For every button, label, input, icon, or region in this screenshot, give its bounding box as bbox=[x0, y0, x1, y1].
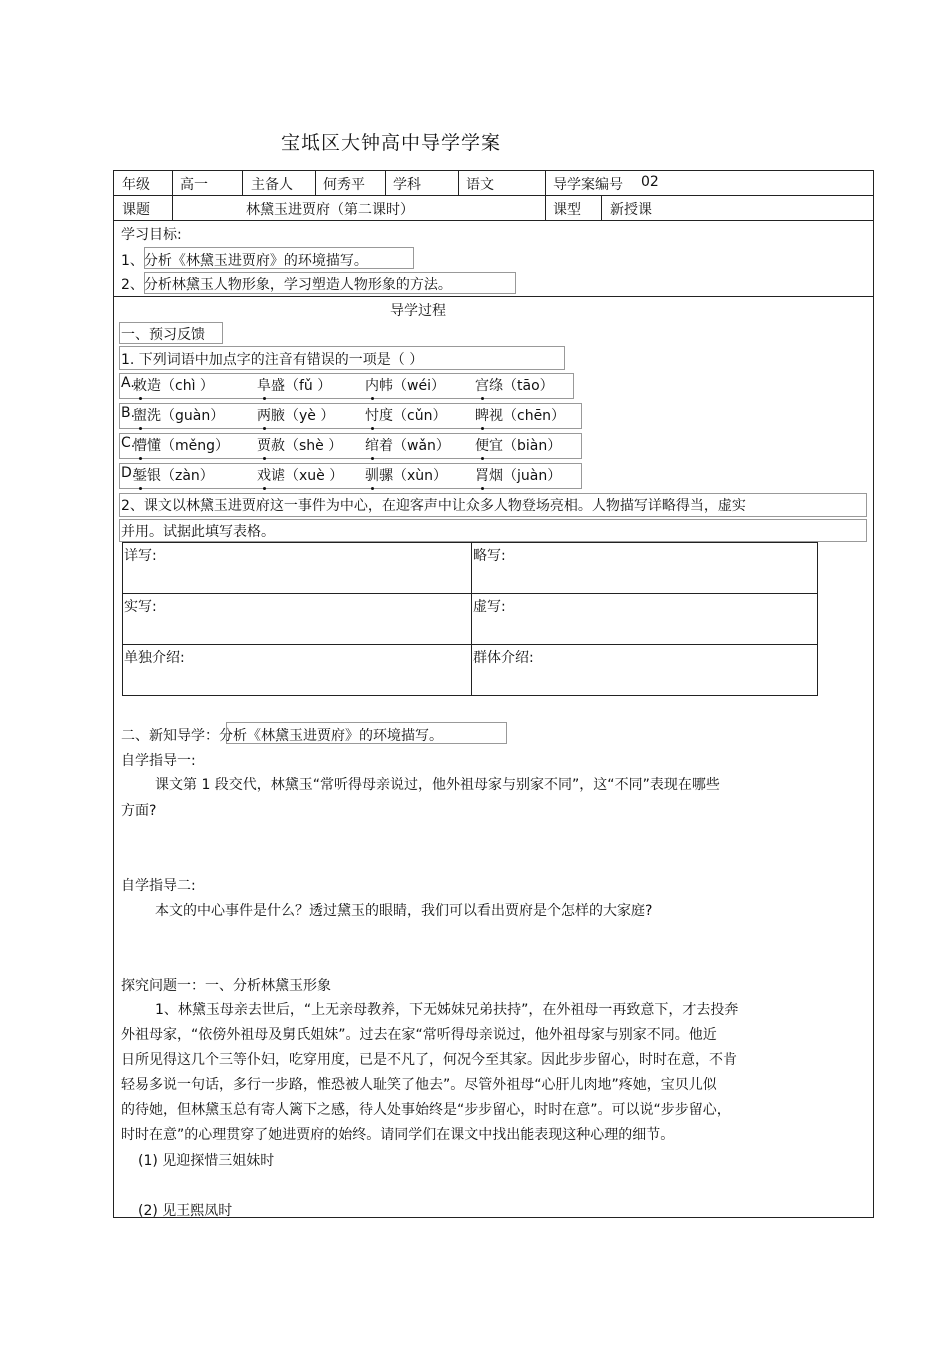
option-d-word-3 bbox=[365, 465, 447, 485]
pinyin: 骡（xùn） bbox=[379, 468, 448, 484]
dotted-char: 盥 bbox=[133, 408, 147, 424]
preparer-label: 主备人 bbox=[251, 177, 293, 193]
section3-line-5: 的待她，但林黛玉总有寄人篱下之感，待人处事始终是“步步留心，时时在意”。可以说“步步留心， bbox=[121, 1102, 731, 1118]
subquestion-1: (1) 见迎探惜三姐妹时 bbox=[138, 1153, 275, 1169]
pinyin: 烟（juàn） bbox=[489, 468, 562, 484]
col-divider-4 bbox=[385, 170, 386, 195]
section1-heading: 一、预习反馈 bbox=[121, 327, 205, 343]
section3-line-6: 时时在意”的心理贯穿了她进贾府的始终。请同学们在课文中找出能表现这种心理的细节。 bbox=[121, 1127, 675, 1143]
col-divider-6 bbox=[545, 170, 546, 220]
dotted-char: 内 bbox=[365, 378, 379, 394]
col-divider-5 bbox=[458, 170, 459, 195]
dotted-char: 忖 bbox=[365, 408, 379, 424]
option-letter-a: A. bbox=[121, 375, 135, 391]
option-d-word-4 bbox=[475, 465, 561, 485]
pinyin: 腋（yè ） bbox=[271, 408, 335, 424]
dotted-char: 錾 bbox=[133, 468, 147, 484]
cell-detailed[interactable]: 详写: bbox=[123, 543, 472, 594]
question-1: 1. 下列词语中加点字的注音有错误的一项是（ ） bbox=[121, 352, 424, 368]
subject-label: 学科 bbox=[393, 177, 421, 193]
objectives-heading: 学习目标: bbox=[121, 227, 182, 243]
question-2-line-2: 并用。试据此填写表格。 bbox=[121, 524, 275, 540]
option-a-word-2 bbox=[257, 375, 331, 395]
dotted-char: 懵 bbox=[133, 438, 147, 454]
dotted-char: 两 bbox=[257, 408, 271, 424]
pinyin: 造（chì ） bbox=[147, 378, 214, 394]
cell-brief[interactable]: 略写: bbox=[472, 543, 818, 594]
section3-heading: 探究问题一：一、分析林黛玉形象 bbox=[121, 978, 331, 994]
row1-bottom bbox=[113, 195, 874, 196]
frame-right bbox=[873, 170, 874, 1218]
pinyin: 洗（guàn） bbox=[147, 408, 225, 424]
dotted-char: 绾 bbox=[365, 438, 379, 454]
objective-2: 2、分析林黛玉人物形象，学习塑造人物形象的方法。 bbox=[121, 277, 452, 293]
option-b-word-4 bbox=[475, 405, 565, 425]
section3-line-4: 轻易多说一句话，多行一步路，惟恐被人耻笑了他去”。尽管外祖母“心肝儿肉地”疼她，宝贝儿似 bbox=[121, 1077, 717, 1093]
guide2-text: 本文的中心事件是什么？透过黛玉的眼睛，我们可以看出贾府是个怎样的大家庭? bbox=[155, 903, 653, 919]
dotted-char: 敕 bbox=[133, 378, 147, 394]
frame-top bbox=[113, 170, 874, 171]
col-divider-1 bbox=[172, 170, 173, 220]
pinyin: 绦（tāo） bbox=[489, 378, 554, 394]
guide1-line-1: 课文第 1 段交代，林黛玉“常听得母亲说过，他外祖母家与别家不同”，这“不同”表现在哪些 bbox=[155, 777, 720, 793]
topic-value: 林黛玉进贾府（第二课时） bbox=[246, 202, 414, 218]
col-divider-2 bbox=[242, 170, 243, 195]
subquestion-2: (2) 见王熙凤时 bbox=[138, 1203, 233, 1219]
document-title: 宝坻区大钟高中导学学案 bbox=[281, 132, 502, 154]
option-d-word-2 bbox=[257, 465, 343, 485]
process-heading: 导学过程 bbox=[390, 303, 446, 319]
option-letter-c: C. bbox=[121, 435, 136, 451]
section3-line-1: 1、林黛玉母亲去世后，“上无亲母教养，下无姊妹兄弟扶持”，在外祖母一再致意下，才去投奔 bbox=[155, 1002, 739, 1018]
option-b-word-3 bbox=[365, 405, 446, 425]
type-label: 课型 bbox=[553, 202, 581, 218]
col-divider-3 bbox=[315, 170, 316, 195]
pinyin: 帏（wéi） bbox=[379, 378, 445, 394]
option-a-word-4 bbox=[475, 375, 554, 395]
option-letter-d: D. bbox=[121, 465, 137, 481]
section3-line-2: 外祖母家，“依傍外祖母及舅氏姐妹”。过去在家“常听得母亲说过，他外祖母家与别家不同。他近 bbox=[121, 1027, 717, 1043]
dotted-char: 罥 bbox=[475, 468, 489, 484]
row2-bottom bbox=[113, 220, 874, 221]
section3-line-3: 日所见得这几个三等仆妇，吃穿用度，已是不凡了，何况今至其家。因此步步留心，时时在意，不肯 bbox=[121, 1052, 737, 1068]
dotted-char: 驯 bbox=[365, 468, 379, 484]
subject-value: 语文 bbox=[466, 177, 494, 193]
pinyin: 着（wǎn） bbox=[379, 438, 450, 454]
dotted-char: 宫 bbox=[475, 378, 489, 394]
dotted-char: 阜 bbox=[257, 378, 271, 394]
cell-real[interactable]: 实写: bbox=[123, 594, 472, 645]
cell-virtual[interactable]: 虚写: bbox=[472, 594, 818, 645]
guide2-label: 自学指导二: bbox=[121, 878, 196, 894]
option-d-word-1 bbox=[133, 465, 214, 485]
option-b-word-1 bbox=[133, 405, 224, 425]
pinyin: 度（cǔn） bbox=[379, 408, 447, 424]
option-c-word-3 bbox=[365, 435, 450, 455]
pinyin: 赦（shè ） bbox=[271, 438, 343, 454]
dotted-char: 戏 bbox=[257, 468, 271, 484]
pinyin: 银（zàn） bbox=[147, 468, 214, 484]
option-c-word-1 bbox=[133, 435, 229, 455]
code-value: 02 bbox=[641, 174, 659, 190]
dotted-char: 贾 bbox=[257, 438, 271, 454]
option-letter-b: B. bbox=[121, 405, 136, 421]
preparer-value: 何秀平 bbox=[323, 177, 365, 193]
objective-1: 1、分析《林黛玉进贾府》的环境描写。 bbox=[121, 253, 368, 269]
question-2-line-1: 2、课文以林黛玉进贾府这一事件为中心，在迎客声中让众多人物登场亮相。人物描写详略得当，虚实 bbox=[121, 498, 746, 514]
pinyin: 谑（xuè ） bbox=[271, 468, 344, 484]
pinyin: 视（chēn） bbox=[489, 408, 566, 424]
grade-label: 年级 bbox=[122, 177, 150, 193]
grade-value: 高一 bbox=[180, 177, 208, 193]
code-label: 导学案编号 bbox=[553, 177, 623, 193]
option-c-word-4 bbox=[475, 435, 561, 455]
guide1-line-2: 方面? bbox=[121, 803, 157, 819]
type-value: 新授课 bbox=[610, 202, 652, 218]
description-table bbox=[122, 542, 818, 696]
guide1-label: 自学指导一: bbox=[121, 753, 196, 769]
topic-label: 课题 bbox=[122, 202, 150, 218]
option-a-word-3 bbox=[365, 375, 445, 395]
cell-group[interactable]: 群体介绍: bbox=[472, 645, 818, 696]
option-a-word-1 bbox=[133, 375, 214, 395]
pinyin: 宜（biàn） bbox=[489, 438, 562, 454]
section2-heading: 二、新知导学：分析《林黛玉进贾府》的环境描写。 bbox=[121, 728, 443, 744]
pinyin: 懂（měng） bbox=[147, 438, 230, 454]
pinyin: 盛（fǔ ） bbox=[271, 378, 332, 394]
option-c-word-2 bbox=[257, 435, 342, 455]
dotted-char: 睥 bbox=[475, 408, 489, 424]
col-divider-7 bbox=[601, 195, 602, 220]
option-b-word-2 bbox=[257, 405, 334, 425]
frame-left bbox=[113, 170, 114, 1218]
cell-individual[interactable]: 单独介绍: bbox=[123, 645, 472, 696]
objectives-bottom bbox=[113, 296, 874, 297]
dotted-char: 便 bbox=[475, 438, 489, 454]
